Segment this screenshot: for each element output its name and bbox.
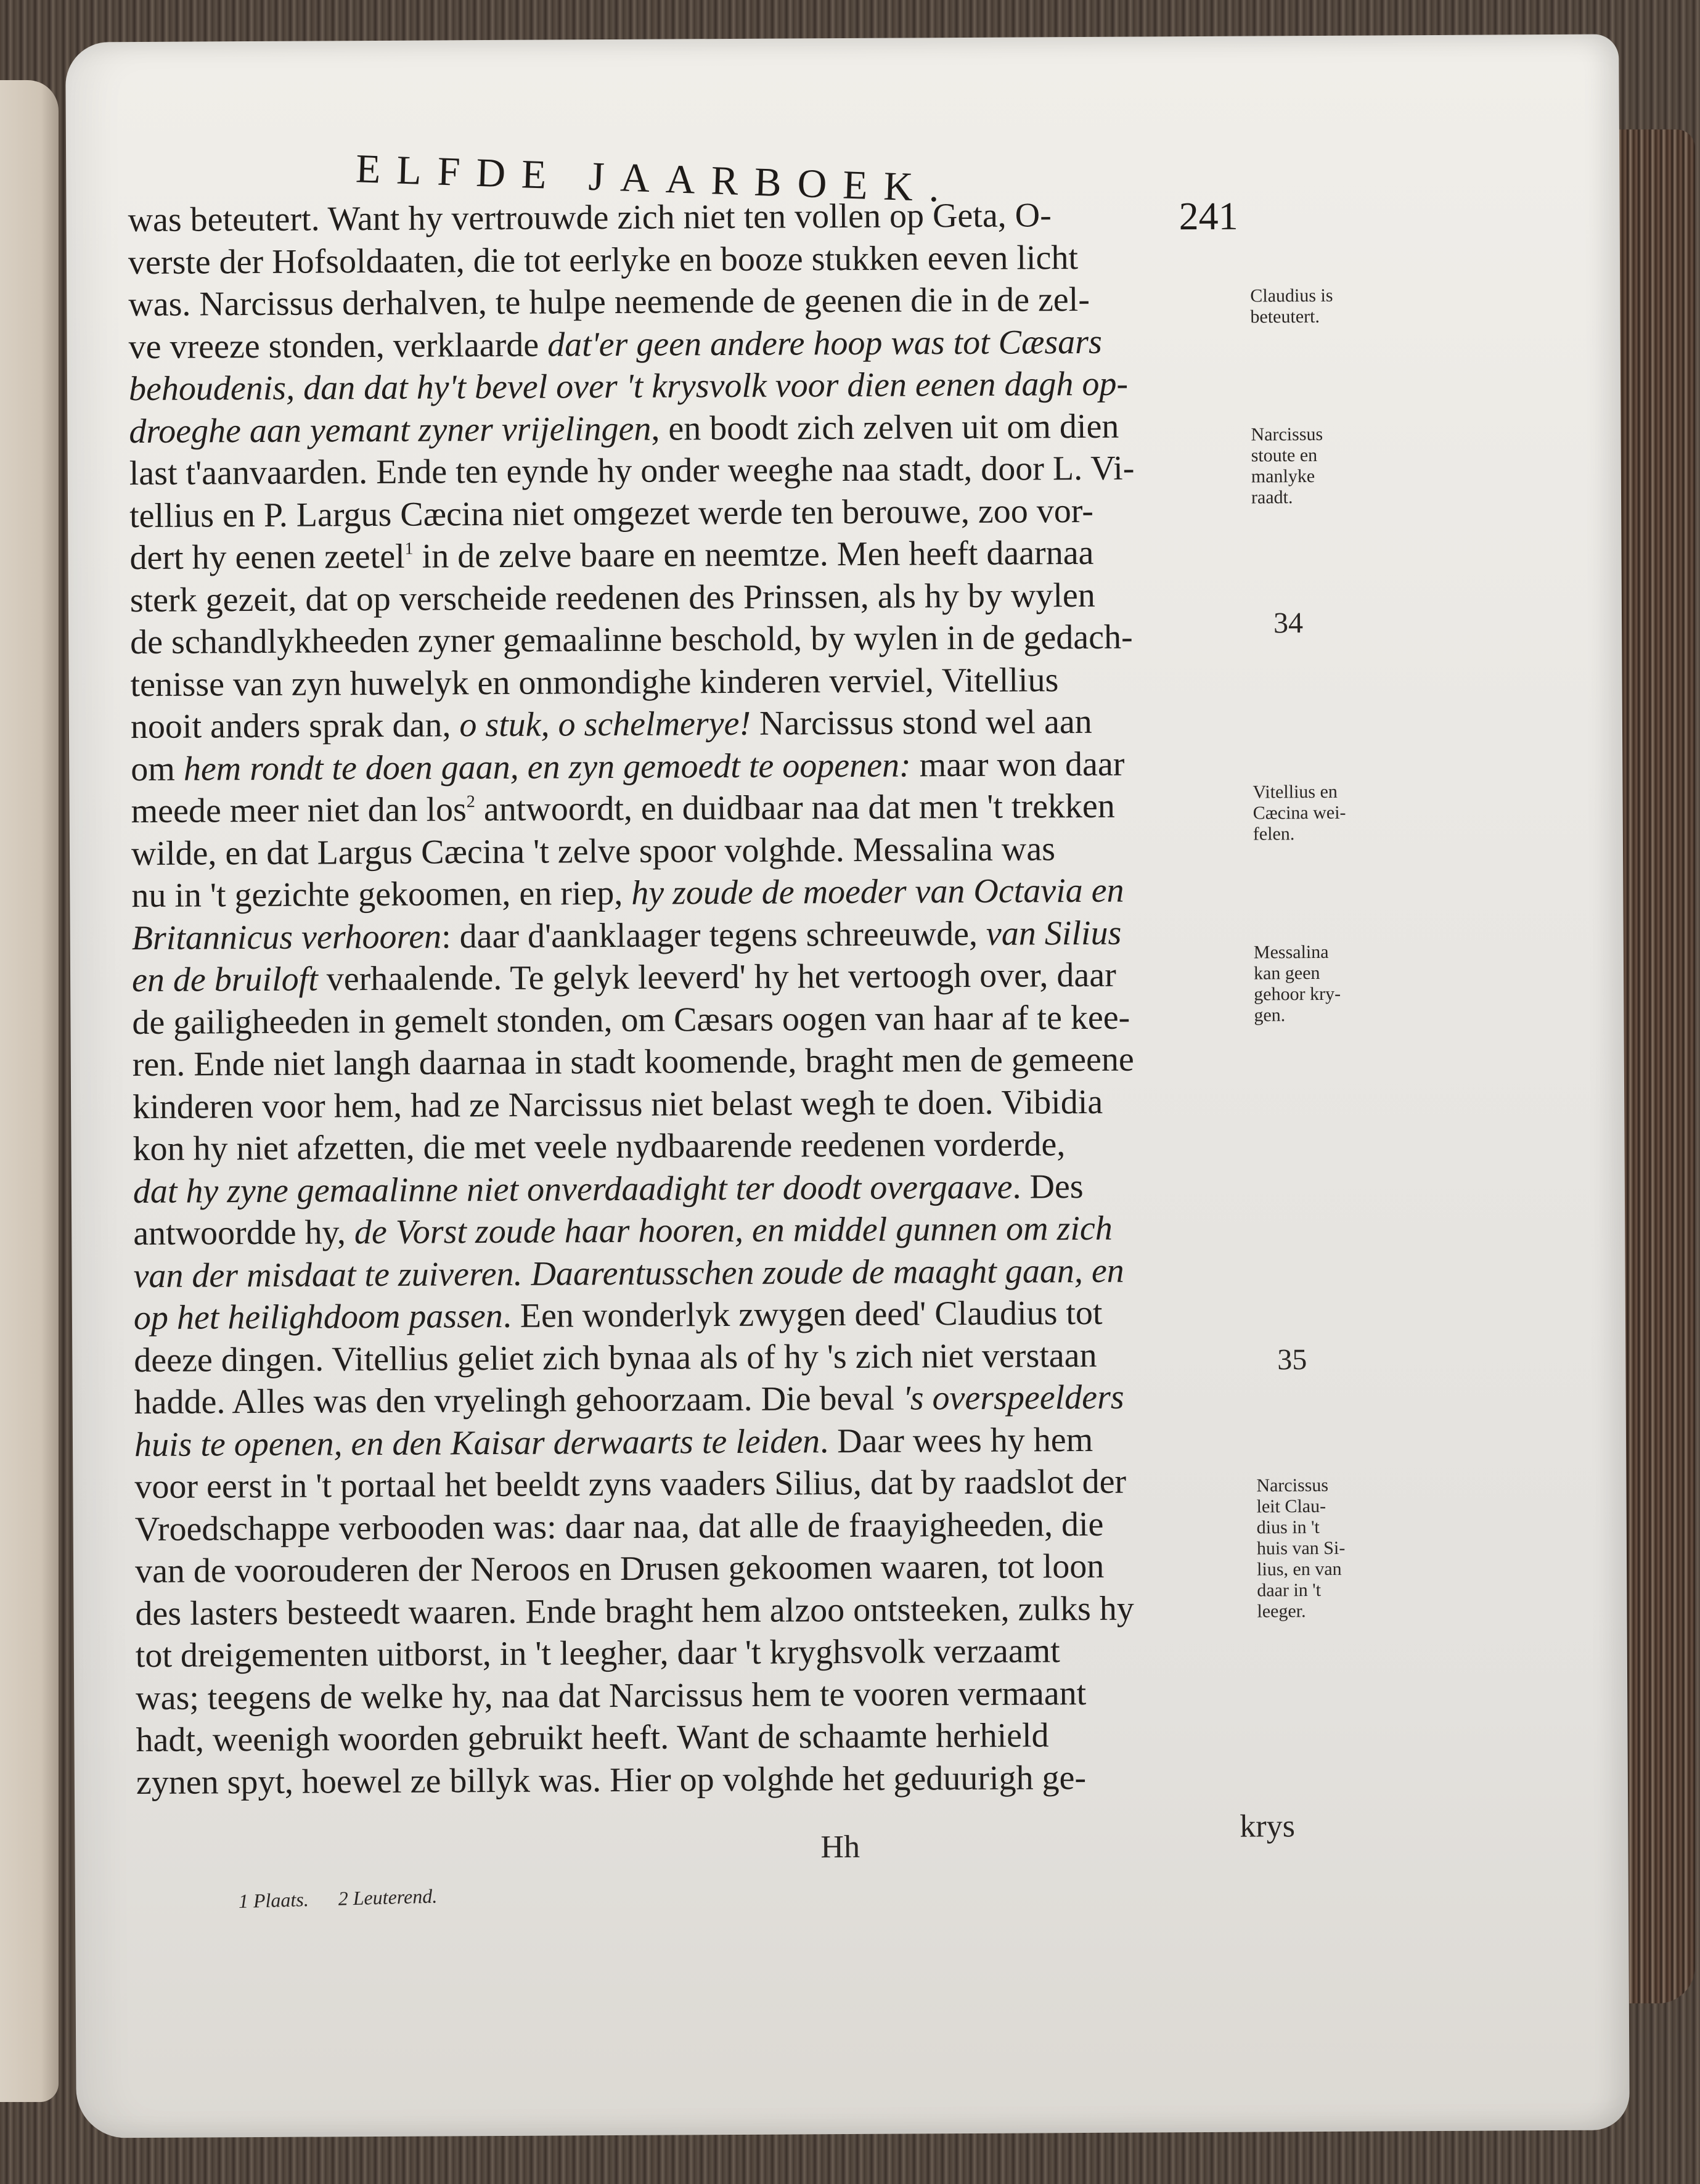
margin-note bbox=[1253, 782, 1376, 845]
roman-text: des lasters besteedt waaren. Ende braght hem alzoo ontsteeken, zulks hy bbox=[135, 1589, 1134, 1633]
italic-text: 's overspeelders bbox=[902, 1378, 1124, 1418]
text-line bbox=[129, 404, 1312, 453]
roman-text: om bbox=[131, 750, 184, 788]
facing-left-page-edge bbox=[0, 80, 59, 2102]
roman-text: sterk gezeit, dat op verscheide reedenen des Prinssen, als hy by wylen bbox=[129, 576, 1095, 620]
margin-note-line: daar in 't bbox=[1257, 1579, 1322, 1601]
text-line bbox=[131, 784, 1314, 833]
roman-text: zynen spyt, hoewel ze billyk was. Hier op volghde het geduurigh ge- bbox=[136, 1758, 1087, 1802]
italic-text: dat'er geen andere hoop was tot Cæsars bbox=[547, 322, 1102, 364]
text-line bbox=[133, 1164, 1317, 1213]
text-line bbox=[131, 742, 1314, 791]
roman-text: Narcissus stond wel aan bbox=[750, 702, 1092, 743]
margin-note-line: gen. bbox=[1254, 1005, 1286, 1026]
roman-text: : daar d'aanklaager tegens schreeuwde, bbox=[441, 914, 987, 955]
book-page bbox=[65, 34, 1630, 2138]
italic-text: van Silius bbox=[986, 914, 1122, 953]
text-line bbox=[132, 996, 1315, 1044]
text-line bbox=[134, 1375, 1317, 1424]
italic-text: huis te openen, en den Kaisar derwaarts te leiden bbox=[134, 1421, 820, 1464]
italic-text: o stuk, o schelmerye! bbox=[459, 704, 751, 745]
margin-note-line: beteutert. bbox=[1250, 306, 1320, 327]
roman-text: last t'aanvaarden. Ende ten eynde hy onder weeghe naa stadt, door L. Vi- bbox=[129, 449, 1135, 493]
roman-text: kon hy niet afzetten, die met veele nydbaarende reedenen vorderde, bbox=[133, 1125, 1066, 1169]
roman-text: deeze dingen. Vitellius geliet zich bynaa als of hy 's zich niet verstaan bbox=[134, 1336, 1097, 1380]
roman-text: hadt, weenigh woorden gebruikt heeft. Want de schaamte herhield bbox=[136, 1716, 1049, 1760]
text-line bbox=[130, 658, 1314, 706]
roman-text: antwoordt, en duidbaar naa dat men 't trekken bbox=[475, 787, 1115, 829]
page-number: 241 bbox=[1179, 194, 1238, 239]
text-line bbox=[133, 1037, 1316, 1086]
text-line bbox=[136, 1756, 1320, 1804]
margin-note-line: dius in 't bbox=[1256, 1517, 1320, 1538]
margin-note-line: raadt. bbox=[1251, 487, 1293, 508]
body-text bbox=[128, 193, 1320, 1804]
margin-note-line: Messalina bbox=[1253, 941, 1329, 963]
roman-text: nooit anders sprak dan, bbox=[130, 706, 460, 746]
margin-note-line: stoute en bbox=[1251, 444, 1318, 466]
margin-note-line: huis van Si- bbox=[1256, 1537, 1346, 1559]
text-line bbox=[130, 615, 1314, 664]
margin-note-line: gehoor kry- bbox=[1254, 983, 1341, 1005]
text-line bbox=[128, 193, 1311, 242]
margin-note-line: kan geen bbox=[1253, 962, 1320, 984]
italic-text: droeghe aan yemant zyner vrijelingen bbox=[129, 409, 652, 451]
margin-note-line: felen. bbox=[1253, 824, 1295, 845]
roman-text: kinderen voor hem, had ze Narcissus niet belast wegh te doen. Vibidia bbox=[132, 1082, 1103, 1126]
roman-text: ren. Ende niet langh daarnaa in stadt koomende, braght men de gemeene bbox=[132, 1040, 1134, 1084]
text-line bbox=[135, 1502, 1318, 1551]
margin-note bbox=[1250, 285, 1373, 328]
text-line bbox=[128, 235, 1312, 284]
text-line bbox=[129, 446, 1313, 495]
text-line bbox=[128, 277, 1312, 326]
roman-text: maar won daar bbox=[910, 745, 1125, 784]
roman-text: hadde. Alles was den vryelingh gehoorzaam. Die beval bbox=[134, 1379, 903, 1422]
text-line bbox=[132, 953, 1315, 1002]
text-line bbox=[133, 1080, 1316, 1129]
running-head: ELFDE JAARBOEK. bbox=[355, 146, 956, 211]
roman-text: dert hy eenen zeetel bbox=[129, 537, 405, 578]
text-line bbox=[134, 1291, 1317, 1339]
text-line bbox=[134, 1333, 1317, 1382]
roman-text: meede meer niet dan los bbox=[131, 790, 467, 831]
roman-text: . Een wonderlyk zwygen deed' Claudius tot bbox=[502, 1293, 1103, 1335]
text-line bbox=[131, 869, 1315, 917]
roman-text: de schandlykheeden zyner gemaalinne beschold, by wylen in de gedach- bbox=[130, 618, 1133, 662]
margin-note-line: lius, en van bbox=[1257, 1558, 1342, 1580]
margin-note-line: manlyke bbox=[1251, 466, 1315, 487]
footnote-marker: 2 bbox=[466, 792, 475, 812]
text-line bbox=[132, 911, 1315, 960]
text-line bbox=[130, 573, 1314, 622]
text-line bbox=[134, 1460, 1318, 1508]
text-line bbox=[129, 362, 1312, 411]
roman-text: nu in 't gezichte gekoomen, en riep, bbox=[131, 873, 632, 915]
text-line bbox=[129, 489, 1313, 538]
margin-note-line: leit Clau- bbox=[1256, 1495, 1326, 1517]
roman-text: ve vreeze stonden, verklaarde bbox=[128, 325, 548, 366]
text-line bbox=[131, 827, 1315, 875]
italic-text: behoudenis, dan dat hy't bevel over 't krysvolk voor dien eenen dagh op- bbox=[128, 364, 1129, 409]
margin-note-line: Claudius is bbox=[1250, 285, 1333, 306]
text-line bbox=[131, 700, 1314, 748]
text-line bbox=[133, 1122, 1316, 1171]
margin-note-line: Cæcina wei- bbox=[1253, 802, 1346, 824]
italic-text: hem rondt te doen gaan, en zyn gemoedt te oopenen: bbox=[183, 745, 911, 788]
italic-text: van der misdaat te zuiveren. Daarentusschen zoude de maaght gaan, en bbox=[133, 1251, 1124, 1295]
roman-text: was. Narcissus derhalven, te hulpe neemende de geenen die in de zel- bbox=[128, 280, 1090, 324]
roman-text: , en boodt zich zelven uit om dien bbox=[651, 407, 1119, 448]
margin-note bbox=[1254, 942, 1378, 1026]
text-line bbox=[136, 1671, 1319, 1720]
roman-text: verste der Hofsoldaaten, die tot eerlyke en booze stukken eeven licht bbox=[128, 238, 1079, 282]
margin-note-line: Vitellius en bbox=[1253, 781, 1338, 803]
italic-text: op het heilighdoom passen bbox=[133, 1296, 503, 1338]
roman-text: was; teegens de welke hy, naa dat Narcissus hem te vooren vermaant bbox=[136, 1674, 1087, 1717]
margin-note-line: Narcissus bbox=[1256, 1474, 1329, 1496]
section-number: 35 bbox=[1277, 1343, 1307, 1376]
text-line bbox=[134, 1418, 1318, 1466]
roman-text: . Daar wees hy hem bbox=[819, 1420, 1093, 1460]
footnote: 1 Plaats. bbox=[238, 1888, 309, 1912]
footnote: 2 Leuterend. bbox=[338, 1884, 438, 1910]
italic-text: dat hy zyne gemaalinne niet onverdaadight ter doodt overgaave bbox=[133, 1168, 1013, 1211]
italic-text: de Vorst zoude haar hooren, en middel gunnen om zich bbox=[354, 1209, 1113, 1252]
roman-text: verhaalende. Te gelyk leeverd' hy het vertoogh over, daar bbox=[317, 955, 1116, 999]
margin-note bbox=[1256, 1474, 1380, 1622]
text-line bbox=[136, 1629, 1319, 1677]
text-line bbox=[136, 1713, 1319, 1762]
text-line bbox=[135, 1544, 1318, 1593]
roman-text: antwoordde hy, bbox=[133, 1213, 355, 1253]
footnotes bbox=[238, 1884, 462, 1913]
text-line bbox=[133, 1206, 1317, 1255]
italic-text: Britannicus verhooren bbox=[131, 917, 442, 957]
margin-note bbox=[1251, 424, 1375, 509]
roman-text: tellius en P. Largus Cæcina niet omgezet werde ten berouwe, zoo vor- bbox=[129, 491, 1094, 535]
roman-text: de gailigheeden in gemelt stonden, om Cæsars oogen van haar af te kee- bbox=[132, 998, 1130, 1042]
italic-text: en de bruiloft bbox=[131, 960, 318, 1000]
text-line bbox=[129, 320, 1312, 369]
roman-text: was beteutert. Want hy vertrouwde zich niet ten vollen op Geta, O- bbox=[128, 196, 1052, 240]
roman-text: Vroedschappe verbooden was: daar naa, dat alle de fraayigheeden, die bbox=[134, 1505, 1104, 1548]
italic-text: hy zoude de moeder van Octavia en bbox=[631, 871, 1124, 912]
roman-text: tenisse van zyn huwelyk en onmondighe kinderen verviel, Vitellius bbox=[130, 660, 1059, 704]
roman-text: wilde, en dat Largus Cæcina 't zelve spoor volghde. Messalina was bbox=[131, 829, 1056, 873]
margin-note-line: leeger. bbox=[1257, 1601, 1306, 1622]
roman-text: in de zelve baare en neemtze. Men heeft daarnaa bbox=[413, 533, 1094, 576]
margin-note-line: Narcissus bbox=[1251, 423, 1323, 445]
catchword: krys bbox=[1240, 1809, 1296, 1844]
roman-text: voor eerst in 't portaal het beeldt zyns vaaders Silius, dat by raadslot der bbox=[134, 1462, 1127, 1507]
roman-text: van de voorouderen der Neroos en Drusen gekoomen waaren, tot loon bbox=[134, 1547, 1105, 1591]
roman-text: . Des bbox=[1012, 1167, 1084, 1206]
text-line bbox=[129, 531, 1313, 579]
text-line bbox=[133, 1249, 1317, 1298]
footnote-marker: 1 bbox=[404, 539, 414, 558]
text-line bbox=[135, 1587, 1318, 1635]
roman-text: tot dreigementen uitborst, in 't leegher, daar 't kryghsvolk verzaamt bbox=[135, 1632, 1060, 1675]
signature-mark: Hh bbox=[820, 1829, 860, 1865]
section-number: 34 bbox=[1273, 607, 1304, 640]
